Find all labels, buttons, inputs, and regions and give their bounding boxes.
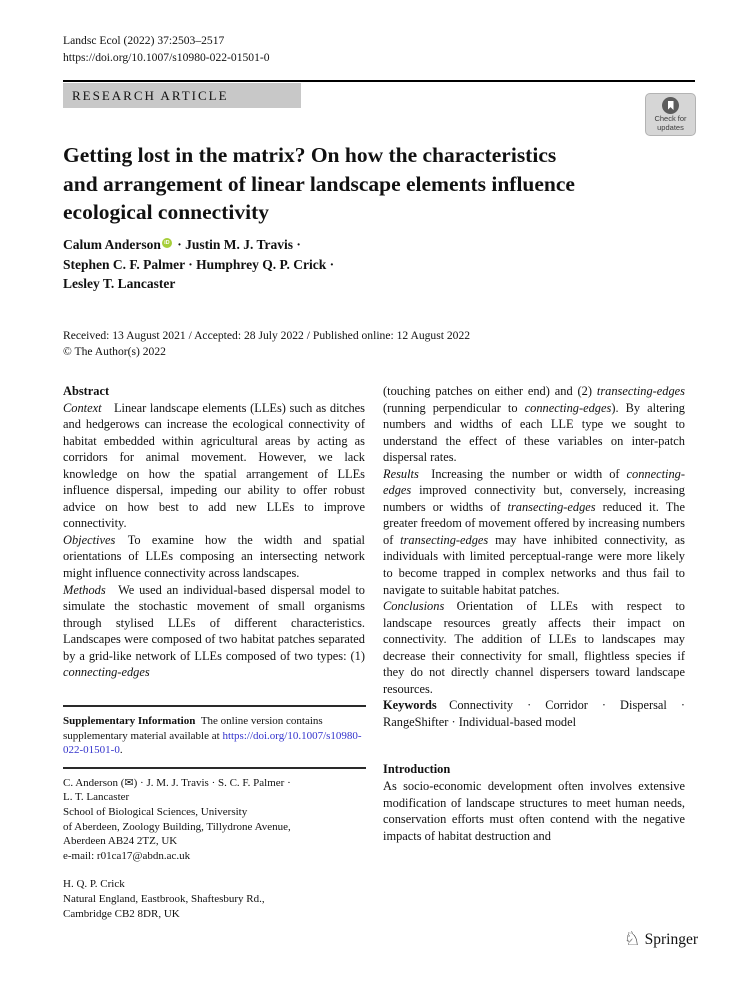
supplementary-information-note: Supplementary Information The online version contains supplementary material available at https://doi.org/10.1007/s10980-022-01501-0. [63, 715, 362, 757]
header-rule [63, 80, 695, 82]
crossmark-icon [662, 97, 679, 114]
footnote-block [63, 705, 366, 921]
supplementary-doi-link[interactable]: https://doi.org/10.1007/s10980-022-01501-0 [63, 729, 362, 757]
abstract-objectives-paragraph: Objectives To examine how the width and spatial orientations of LLEs composing an intersecting network might influence connectivity across landscapes. [63, 532, 365, 581]
author-line-1: Calum AndersoniD · Justin M. J. Travis · [63, 235, 334, 255]
journal-header [63, 33, 270, 66]
author-line-2: Stephen C. F. Palmer · Humphrey Q. P. Crick · [63, 256, 335, 272]
springer-horse-icon: ♘ [623, 929, 641, 950]
footnote-rule-top [63, 705, 366, 707]
bookmark-icon [668, 101, 674, 110]
publisher-name: Springer [644, 930, 698, 948]
publisher-logo [624, 930, 698, 949]
footnote-rule-bottom [63, 767, 366, 769]
introduction-heading: Introduction [383, 762, 451, 777]
article-title: Getting lost in the matrix? On how the characteristics and arrangement of linear landscape elements influence ecological connectivity [63, 143, 575, 224]
journal-citation: Landsc Ecol (2022) 37:2503–2517 [63, 34, 225, 47]
left-column [63, 383, 365, 681]
check-for-updates-badge[interactable] [645, 93, 696, 136]
orcid-icon[interactable] [162, 238, 172, 248]
affiliation-anderson: C. Anderson (✉) · J. M. J. Travis · S. C. F. Palmer · L. T. Lancaster School of Biological Sciences, University of Aberdeen, Zoology Building, Tillydrone Avenue, Aberdeen AB24 2TZ, UK e-mail: r01ca17@abdn.ac.uk [63, 776, 291, 862]
received-accepted-dates: Received: 13 August 2021 / Accepted: 28 July 2022 / Published online: 12 August 2022 [63, 329, 471, 342]
article-type-banner: RESEARCH ARTICLE [63, 83, 301, 108]
right-column [383, 383, 685, 844]
badge-label-line2: updates [657, 122, 684, 132]
abstract-context-paragraph: Context Linear landscape elements (LLEs) such as ditches and hedgerows can increase the ecological connectivity of habitat embedded within agricultural areas by acting as corridors for animal movement. However, we lack knowledge on how the spatial arrangement of LLEs influence dispersal, impeding our ability to offer robust advice on how best to add new LLEs to improve connectivity. [63, 400, 365, 531]
affiliation-crick: H. Q. P. Crick Natural England, Eastbrook, Shaftesbury Rd., Cambridge CB2 8DR, UK [63, 878, 265, 920]
badge-label-line1: Check for [654, 114, 687, 123]
article-doi: https://doi.org/10.1007/s10980-022-01501-0 [63, 50, 270, 64]
abstract-heading: Abstract [63, 384, 110, 398]
abstract-methods-continued-paragraph: (touching patches on either end) and (2) transecting-edges (running perpendicular to connecting-edges). By altering numbers and widths of each LLE type we sought to understand the effect of these variables on inter-patch dispersal rates. [383, 384, 685, 465]
abstract-conclusions-paragraph: Conclusions Orientation of LLEs with respect to landscape resources greatly affects their impact on connectivity. The addition of LLEs to landscapes may decrease their connectivity for small, flightless species if they do not directly channel dispersers toward landscape resources. [383, 599, 685, 696]
abstract-results-paragraph: Results Increasing the number or width of connecting-edges improved connectivity but, conversely, increasing numbers or widths of transecting-edges reduced it. The greater freedom of movement offered by increasing numbers of transecting-edges may have inhibited connectivity, as individuals with limited perceptual-range were more likely to become trapped in complex networks and thus fail to navigate to suitable habitat patches. [383, 466, 686, 597]
author-line-3: Lesley T. Lancaster [63, 276, 176, 291]
introduction-paragraph: As socio-economic development often involves extensive modification of landscape structures to meet human needs, conservation efforts must often contend with the negative impacts of habitat destruction and [383, 779, 685, 843]
author-list [63, 235, 334, 294]
article-history [63, 328, 470, 360]
keywords-line: Keywords Connectivity · Corridor · Dispersal · RangeShifter · Individual-based model [383, 698, 685, 729]
copyright-line: © The Author(s) 2022 [63, 345, 166, 358]
abstract-methods-paragraph: Methods We used an individual-based dispersal model to simulate the stochastic movement of small organisms through stylised LLEs of different characteristics. Landscapes were composed of two habitat patches separated by a grid-like network of LLEs composed of two types: (1) connecting-edges [63, 582, 365, 680]
